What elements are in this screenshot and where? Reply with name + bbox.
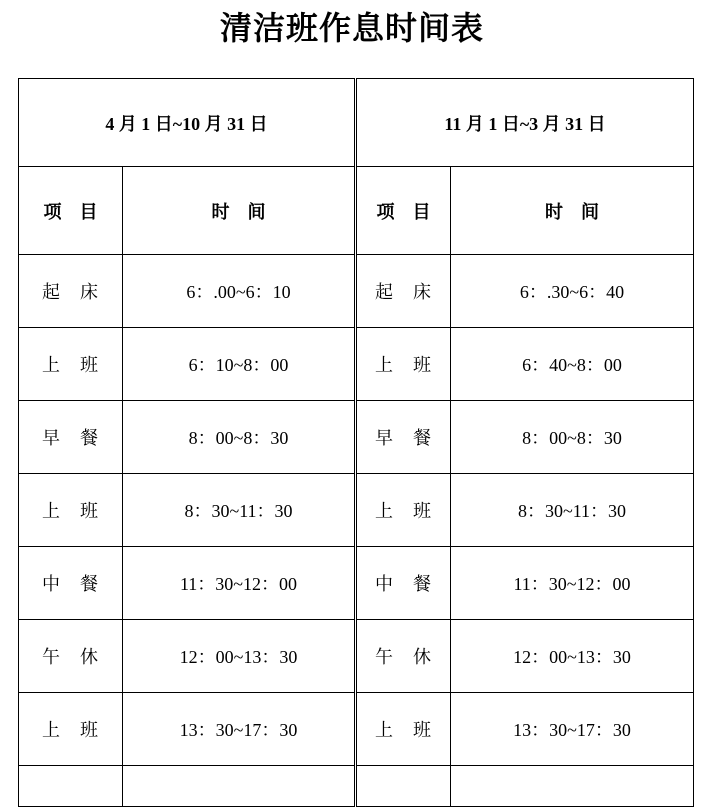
table-row [19,401,694,474]
winter-item-cell: 中 餐 [356,547,451,620]
summer-time-cell: 6：10~8：00 [123,328,356,401]
summer-item-cell: 午 休 [19,620,123,693]
summer-time-header: 时 间 [123,167,356,255]
table-row [19,693,694,766]
summer-time-cell: 8：00~8：30 [123,401,356,474]
winter-time-header: 时 间 [451,167,694,255]
winter-item-cell: 上 班 [356,693,451,766]
winter-item-cell: 上 班 [356,328,451,401]
column-header-row [19,167,694,255]
winter-time-cell: 8：30~11：30 [451,474,694,547]
winter-time-cell: 13：30~17：30 [451,693,694,766]
empty-cell [356,766,451,807]
summer-time-cell: 8：30~11：30 [123,474,356,547]
period-summer-header: 4 月 1 日~10 月 31 日 [19,79,356,167]
winter-time-cell: 6：40~8：00 [451,328,694,401]
period-header-row [19,79,694,167]
table-row [19,547,694,620]
winter-item-cell: 午 休 [356,620,451,693]
summer-item-header: 项 目 [19,167,123,255]
summer-item-cell: 上 班 [19,328,123,401]
summer-item-cell: 上 班 [19,474,123,547]
winter-item-cell: 上 班 [356,474,451,547]
summer-item-cell: 起 床 [19,255,123,328]
winter-time-cell: 6：.30~6：40 [451,255,694,328]
winter-item-header: 项 目 [356,167,451,255]
schedule-table-container [18,78,693,798]
table-row [19,620,694,693]
summer-item-cell: 早 餐 [19,401,123,474]
table-row [19,328,694,401]
winter-item-cell: 起 床 [356,255,451,328]
empty-cell [451,766,694,807]
winter-time-cell: 8：00~8：30 [451,401,694,474]
period-winter-header: 11 月 1 日~3 月 31 日 [356,79,694,167]
summer-item-cell: 中 餐 [19,547,123,620]
empty-cell [123,766,356,807]
empty-cell [19,766,123,807]
table-row-cut-off [19,766,694,807]
table-row [19,255,694,328]
summer-item-cell: 上 班 [19,693,123,766]
summer-time-cell: 6：.00~6：10 [123,255,356,328]
summer-time-cell: 13：30~17：30 [123,693,356,766]
page-title: 清洁班作息时间表 [219,9,484,47]
winter-item-cell: 早 餐 [356,401,451,474]
table-row [19,474,694,547]
summer-time-cell: 12：00~13：30 [123,620,356,693]
summer-time-cell: 11：30~12：00 [123,547,356,620]
winter-time-cell: 12：00~13：30 [451,620,694,693]
winter-time-cell: 11：30~12：00 [451,547,694,620]
schedule-table [18,78,694,807]
